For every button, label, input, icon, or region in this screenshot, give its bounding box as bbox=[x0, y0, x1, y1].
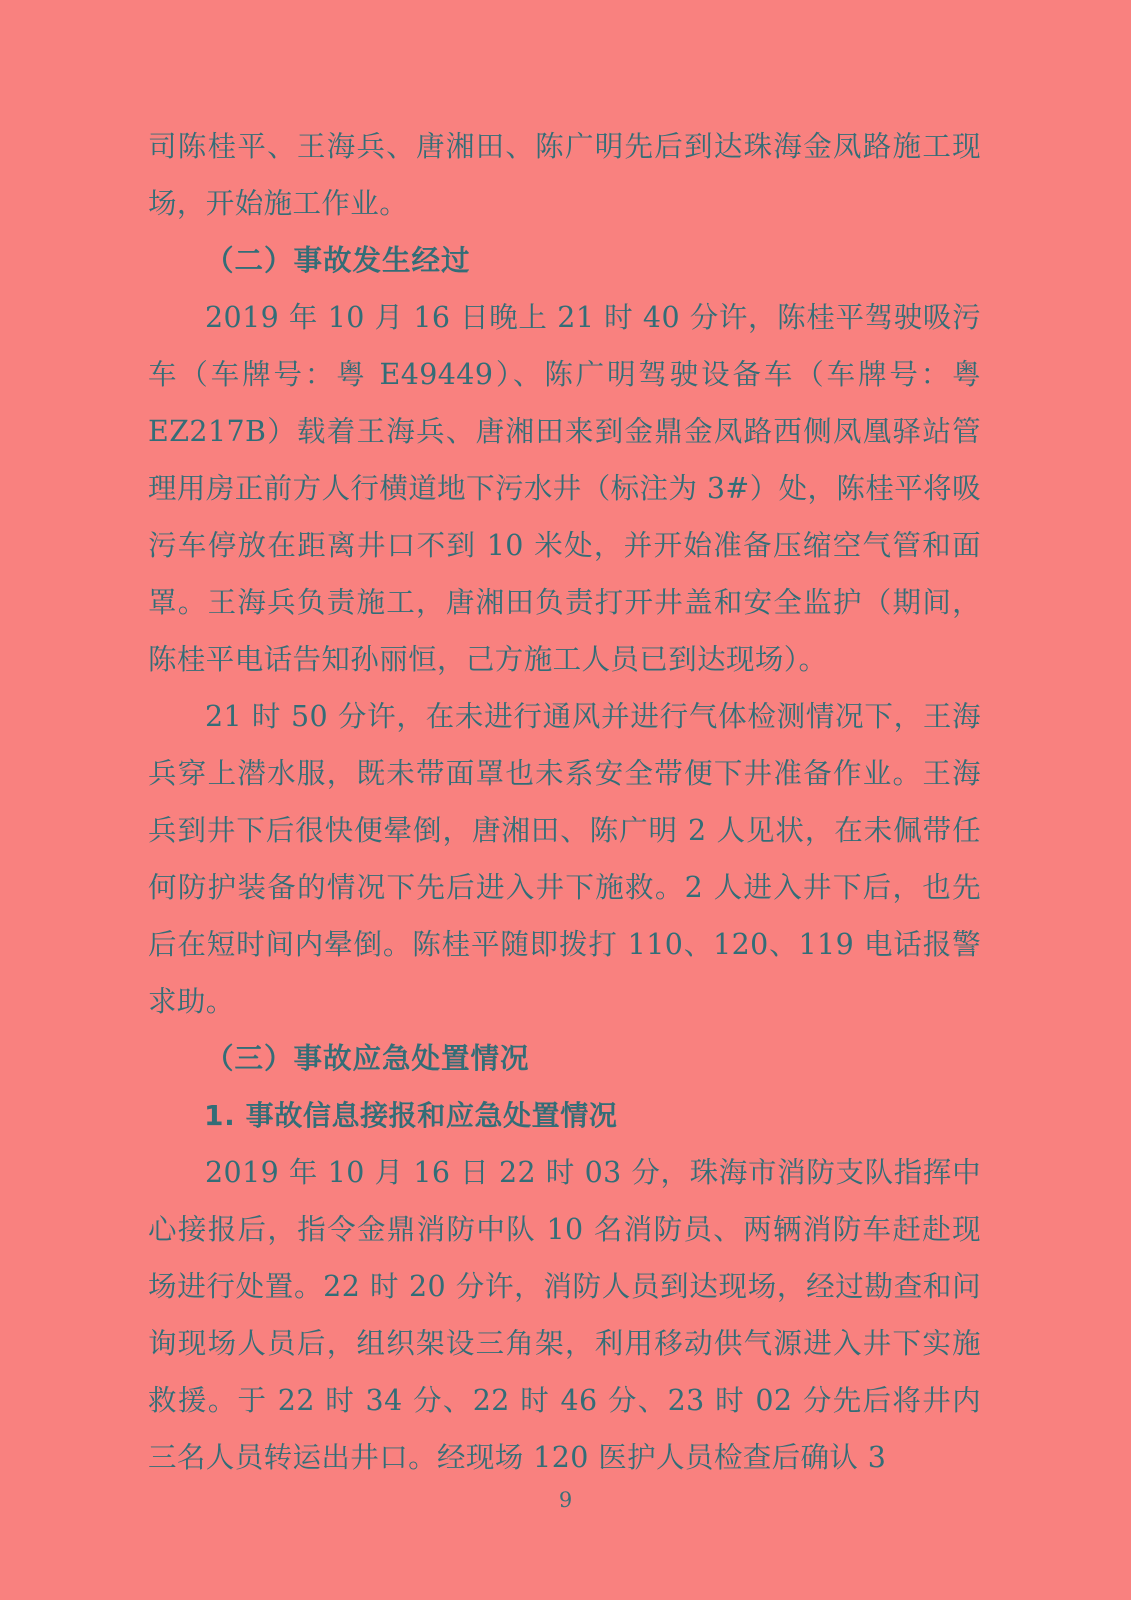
paragraph-emergency-response: 2019 年 10 月 16 日 22 时 03 分，珠海市消防支队指挥中心接报后，指令金鼎消防中队 10 名消防员、两辆消防车赶赴现场进行处置。22 时 20 分许，消防人员到达现场，经过勘查和问询现场人员后，组织架设三角架，利用移动供气源进入井下实施救援。于 22 时 34 分、22 时 46 分、23 时 02 分先后将井内三名人员转运出井口。经现场 120 医护人员检查后确认 3 bbox=[148, 1156, 981, 1474]
paragraph-rescue-attempt: 21 时 50 分许，在未进行通风并进行气体检测情况下，王海兵穿上潜水服，既未带面罩也未系安全带便下井准备作业。王海兵到井下后很快便晕倒，唐湘田、陈广明 2 人见状，在未佩带任何防护装备的情况下先后进入井下施救。2 人进入井下后，也先后在短时间内晕倒。陈桂平随即拨打 110、120、119 电话报警求助。 bbox=[148, 700, 981, 1018]
section-heading-3: （三）事故应急处置情况 bbox=[205, 1042, 530, 1075]
paragraph-continued: 司陈桂平、王海兵、唐湘田、陈广明先后到达珠海金凤路施工现场，开始施工作业。 bbox=[148, 130, 981, 220]
subsection-heading-1: 1. 事故信息接报和应急处置情况 bbox=[204, 1099, 618, 1132]
paragraph-accident-course: 2019 年 10 月 16 日晚上 21 时 40 分许，陈桂平驾驶吸污车（车牌号：粤 E49449）、陈广明驾驶设备车（车牌号：粤 EZ217B）载着王海兵、唐湘田来到金鼎金凤路西侧凤凰驿站管理用房正前方人行横道地下污水井（标注为 3#）处，陈桂平将吸污车停放在距离井口不到 10 米处，并开始准备压缩空气管和面罩。王海兵负责施工，唐湘田负责打开井盖和安全监护（期间，陈桂平电话告知孙丽恒，己方施工人员已到达现场）。 bbox=[148, 301, 981, 676]
section-heading-2: （二）事故发生经过 bbox=[205, 244, 471, 277]
page-number: 9 bbox=[558, 1488, 573, 1512]
document-body bbox=[148, 118, 981, 1486]
